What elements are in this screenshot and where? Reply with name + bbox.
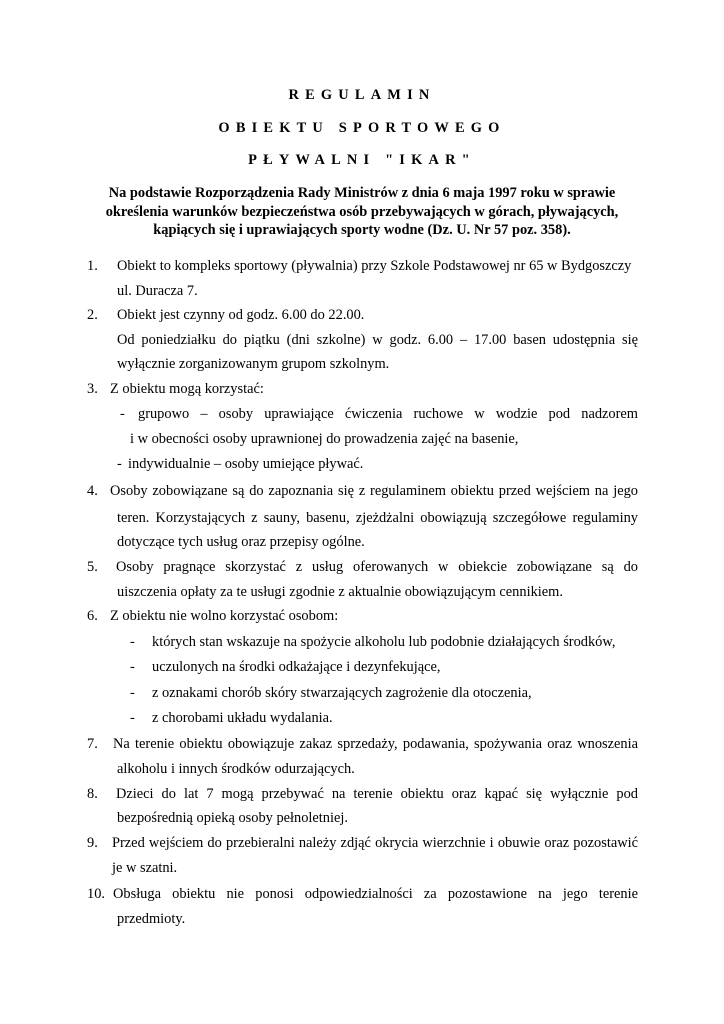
sub-item-line: uczulonych na środki odkażające i dezynfekujące, bbox=[152, 659, 441, 675]
list-item-line: Od poniedziałku do piątku (dni szkolne) w godz. 6.00 – 17.00 basen udostępnia się bbox=[117, 332, 638, 348]
list-item-line: alkoholu i innych środków odurzających. bbox=[117, 761, 355, 777]
item-number: 9. bbox=[87, 835, 98, 851]
item-number: 4. bbox=[87, 483, 98, 499]
list-item-line: Osoby zobowiązane są do zapoznania się z regulaminem obiektu przed wejściem na jego bbox=[110, 483, 638, 499]
title-plywalnia-ikar: PŁYWALNI "IKAR" bbox=[248, 152, 476, 168]
list-item-line: je w szatni. bbox=[112, 860, 178, 876]
sub-item-line: grupowo – osoby uprawiające ćwiczenia ruchowe w wodzie pod nadzorem bbox=[138, 406, 638, 422]
list-item-line: uiszczenia opłaty za te usługi zgodnie z aktualnie obowiązującym cennikiem. bbox=[117, 584, 563, 600]
title-regulamin: REGULAMIN bbox=[288, 87, 436, 103]
item-number: 5. bbox=[87, 559, 98, 575]
list-item-line: Z obiektu nie wolno korzystać osobom: bbox=[110, 608, 339, 624]
list-item-line: bezpośrednią opieką osoby pełnoletniej. bbox=[117, 810, 348, 826]
sub-item-line: i w obecności osoby uprawnionej do prowadzenia zajęć na basenie, bbox=[130, 431, 519, 447]
item-number: 3. bbox=[87, 381, 98, 397]
item-number: 7. bbox=[87, 736, 98, 752]
list-item-line: dotyczące tych usług oraz przepisy ogólne. bbox=[117, 534, 365, 550]
title-obiekt-sportowy: OBIEKTU SPORTOWEGO bbox=[218, 120, 506, 136]
dash-bullet: - bbox=[130, 634, 135, 650]
dash-bullet: - bbox=[130, 659, 135, 675]
list-item-line: Obiekt jest czynny od godz. 6.00 do 22.00. bbox=[117, 307, 365, 323]
sub-item-line: których stan wskazuje na spożycie alkoholu lub podobnie działających środków, bbox=[152, 634, 616, 650]
dash-bullet: - bbox=[120, 406, 125, 422]
item-number: 2. bbox=[87, 307, 98, 323]
list-item-line: ul. Duracza 7. bbox=[117, 283, 198, 299]
item-number: 8. bbox=[87, 786, 98, 802]
item-number: 10. bbox=[87, 886, 105, 902]
dash-bullet: - bbox=[117, 456, 122, 472]
list-item-line: teren. Korzystających z sauny, basenu, zjeżdżalni obowiązują szczegółowe regulaminy bbox=[117, 510, 638, 526]
list-item-line: Na terenie obiektu obowiązuje zakaz sprzedaży, podawania, spożywania oraz wnoszenia bbox=[113, 736, 638, 752]
list-item-line: Dzieci do lat 7 mogą przebywać na terenie obiektu oraz kąpać się wyłącznie pod bbox=[116, 786, 638, 802]
legal-basis-paragraph: Na podstawie Rozporządzenia Rady Ministrów z dnia 6 maja 1997 roku w sprawie określenia warunków bezpieczeństwa osób przebywających w górach, pływających, kąpiących się i uprawiających sporty wodne (Dz. U. Nr 57 poz. 358). bbox=[105, 185, 619, 238]
item-number: 1. bbox=[87, 258, 98, 274]
list-item-line: Osoby pragnące skorzystać z usług oferowanych w obiekcie zobowiązane są do bbox=[116, 559, 638, 575]
sub-item-line: indywidualnie – osoby umiejące pływać. bbox=[128, 456, 364, 472]
sub-item-line: z chorobami układu wydalania. bbox=[152, 710, 333, 726]
list-item-line: Z obiektu mogą korzystać: bbox=[110, 381, 264, 397]
list-item-line: wyłącznie zorganizowanym grupom szkolnym. bbox=[117, 356, 390, 372]
dash-bullet: - bbox=[130, 710, 135, 726]
list-item-line: przedmioty. bbox=[117, 911, 186, 927]
list-item-line: Obsługa obiektu nie ponosi odpowiedzialności za pozostawione na jego terenie bbox=[113, 886, 638, 902]
item-number: 6. bbox=[87, 608, 98, 624]
dash-bullet: - bbox=[130, 685, 135, 701]
list-item-line: Przed wejściem do przebieralni należy zdjąć okrycia wierzchnie i obuwie oraz pozostawić bbox=[112, 835, 638, 851]
list-item-line: Obiekt to kompleks sportowy (pływalnia) przy Szkole Podstawowej nr 65 w Bydgoszczy bbox=[117, 258, 632, 274]
sub-item-line: z oznakami chorób skóry stwarzających zagrożenie dla otoczenia, bbox=[152, 685, 532, 701]
